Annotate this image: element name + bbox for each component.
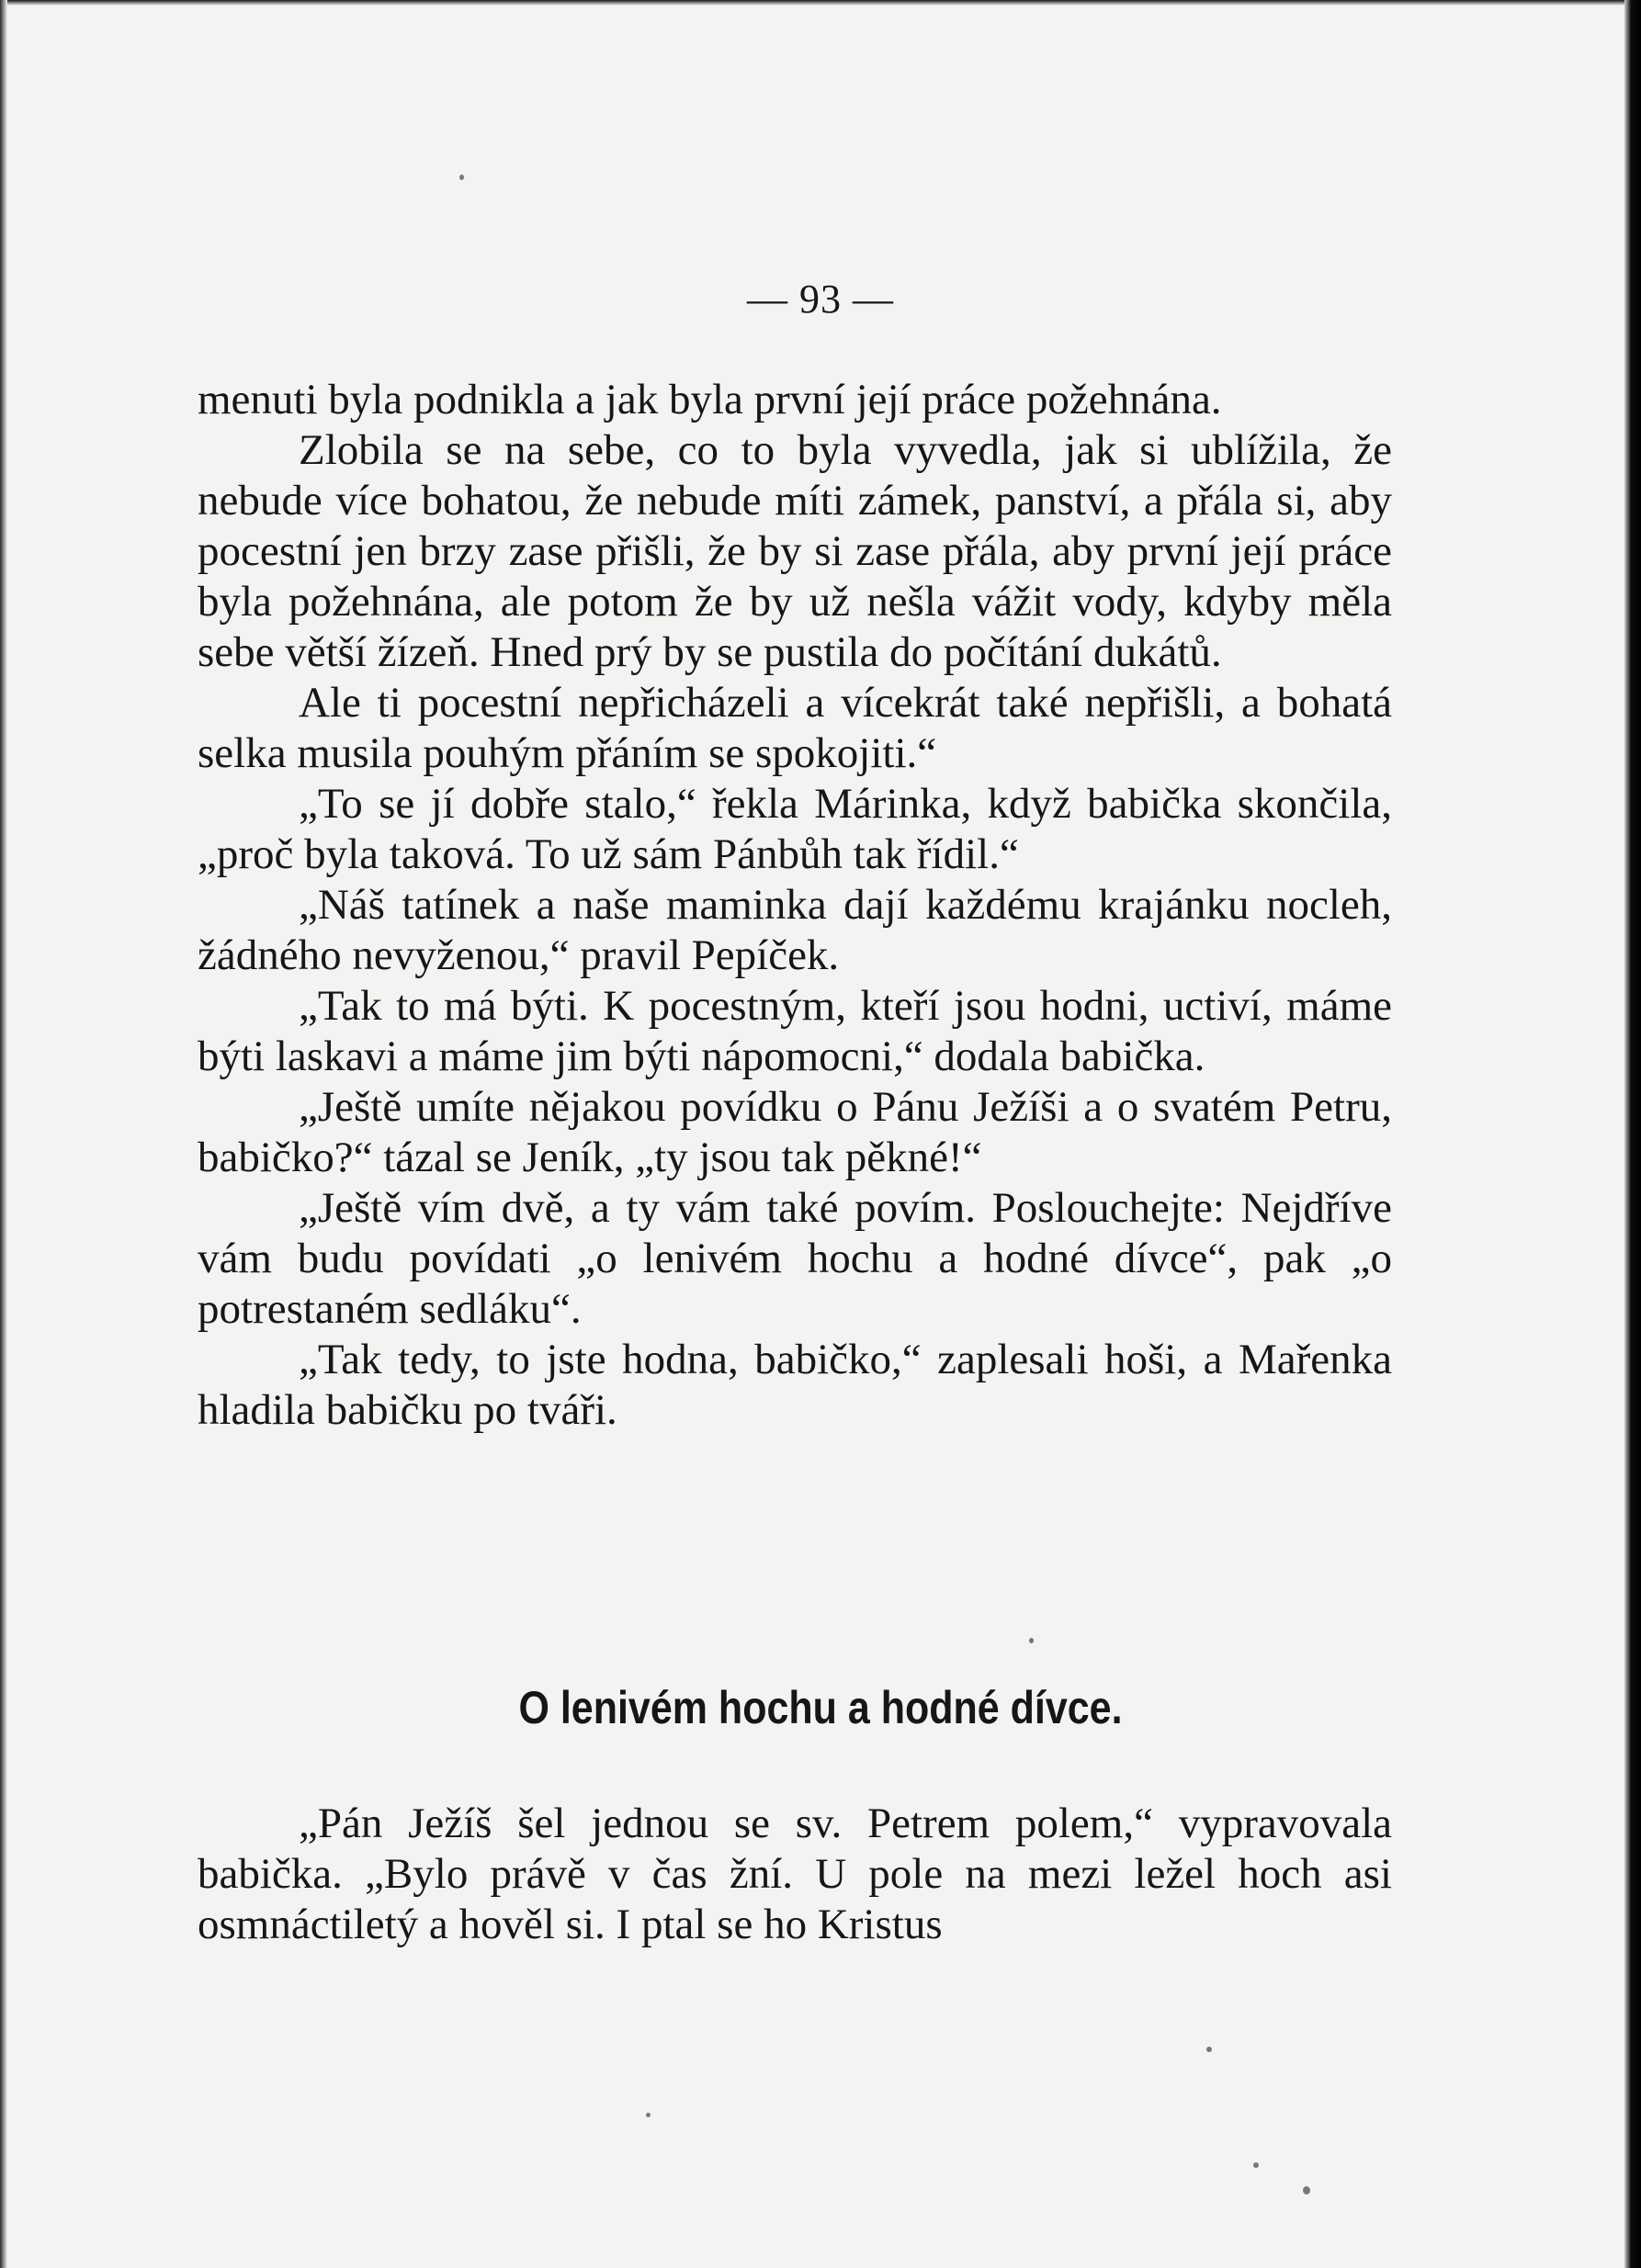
paragraph: „Ještě vím dvě, a ty vám také povím. Poslouchejte: Nejdříve vám budu povídati „o lenivém hochu a hodné dívce“, pak „o potrestaném sedláku“.: [198, 1184, 1392, 1333]
paragraph: Ale ti pocestní nepřicházeli a vícekrát také nepřišli, a bohatá selka musila pouhým přáním se spokojiti.“: [198, 679, 1392, 777]
scan-speck: [646, 2113, 651, 2117]
scan-speck: [1029, 1638, 1034, 1643]
paragraph: menuti byla podnikla a jak byla první její práce požehnána.: [198, 376, 1222, 423]
body-text: [198, 375, 1392, 1436]
scan-speck: [1206, 2047, 1212, 2052]
paragraph: „To se jí dobře stalo,“ řekla Márinka, když babička skončila, „proč byla taková. To už sám Pánbůh tak řídil.“: [198, 780, 1392, 878]
section-body-text: [198, 1799, 1392, 1950]
scan-speck: [1253, 2162, 1259, 2168]
paragraph: „Tak to má býti. K pocestným, kteří jsou hodni, uctiví, máme býti laskavi a máme jim býti nápomocni,“ dodala babička.: [198, 982, 1392, 1080]
paragraph: „Tak tedy, to jste hodna, babičko,“ zaplesali hoši, a Mařenka hladila babičku po tváři.: [198, 1336, 1392, 1434]
paragraph: „Náš tatínek a naše maminka dají každému krajánku nocleh, žádného nevyženou,“ pravil Pepíček.: [198, 881, 1392, 979]
paragraph: „Ještě umíte nějakou povídku o Pánu Ježíši a o svatém Petru, babičko?“ tázal se Jeník, „ty jsou tak pěkné!“: [198, 1083, 1392, 1181]
scan-speck: [1303, 2186, 1310, 2195]
scan-border-left: [0, 0, 7, 2268]
page-number: — 93 —: [747, 276, 894, 322]
scan-speck: [459, 175, 464, 180]
scan-border-top: [0, 0, 1641, 6]
scan-border-right: [1624, 0, 1641, 2268]
paragraph: „Pán Ježíš šel jednou se sv. Petrem polem,“ vypravovala babička. „Bylo právě v čas žní. U pole na mezi ležel hoch asi osmnáctiletý a hověl si. I ptal se ho Kristus: [198, 1800, 1392, 1948]
paragraph: Zlobila se na sebe, co to byla vyvedla, jak si ublížila, že nebude více bohatou, že nebude míti zámek, panství, a přála si, aby pocestní jen brzy zase přišli, že by si zase přála, aby první její práce byla požehnána, ale potom že by už nešla vážit vody, kdyby měla sebe větší žízeň. Hned prý by se pustila do počítání dukátů.: [198, 426, 1392, 676]
section-heading: O lenivém hochu a hodné dívce.: [518, 1682, 1123, 1733]
